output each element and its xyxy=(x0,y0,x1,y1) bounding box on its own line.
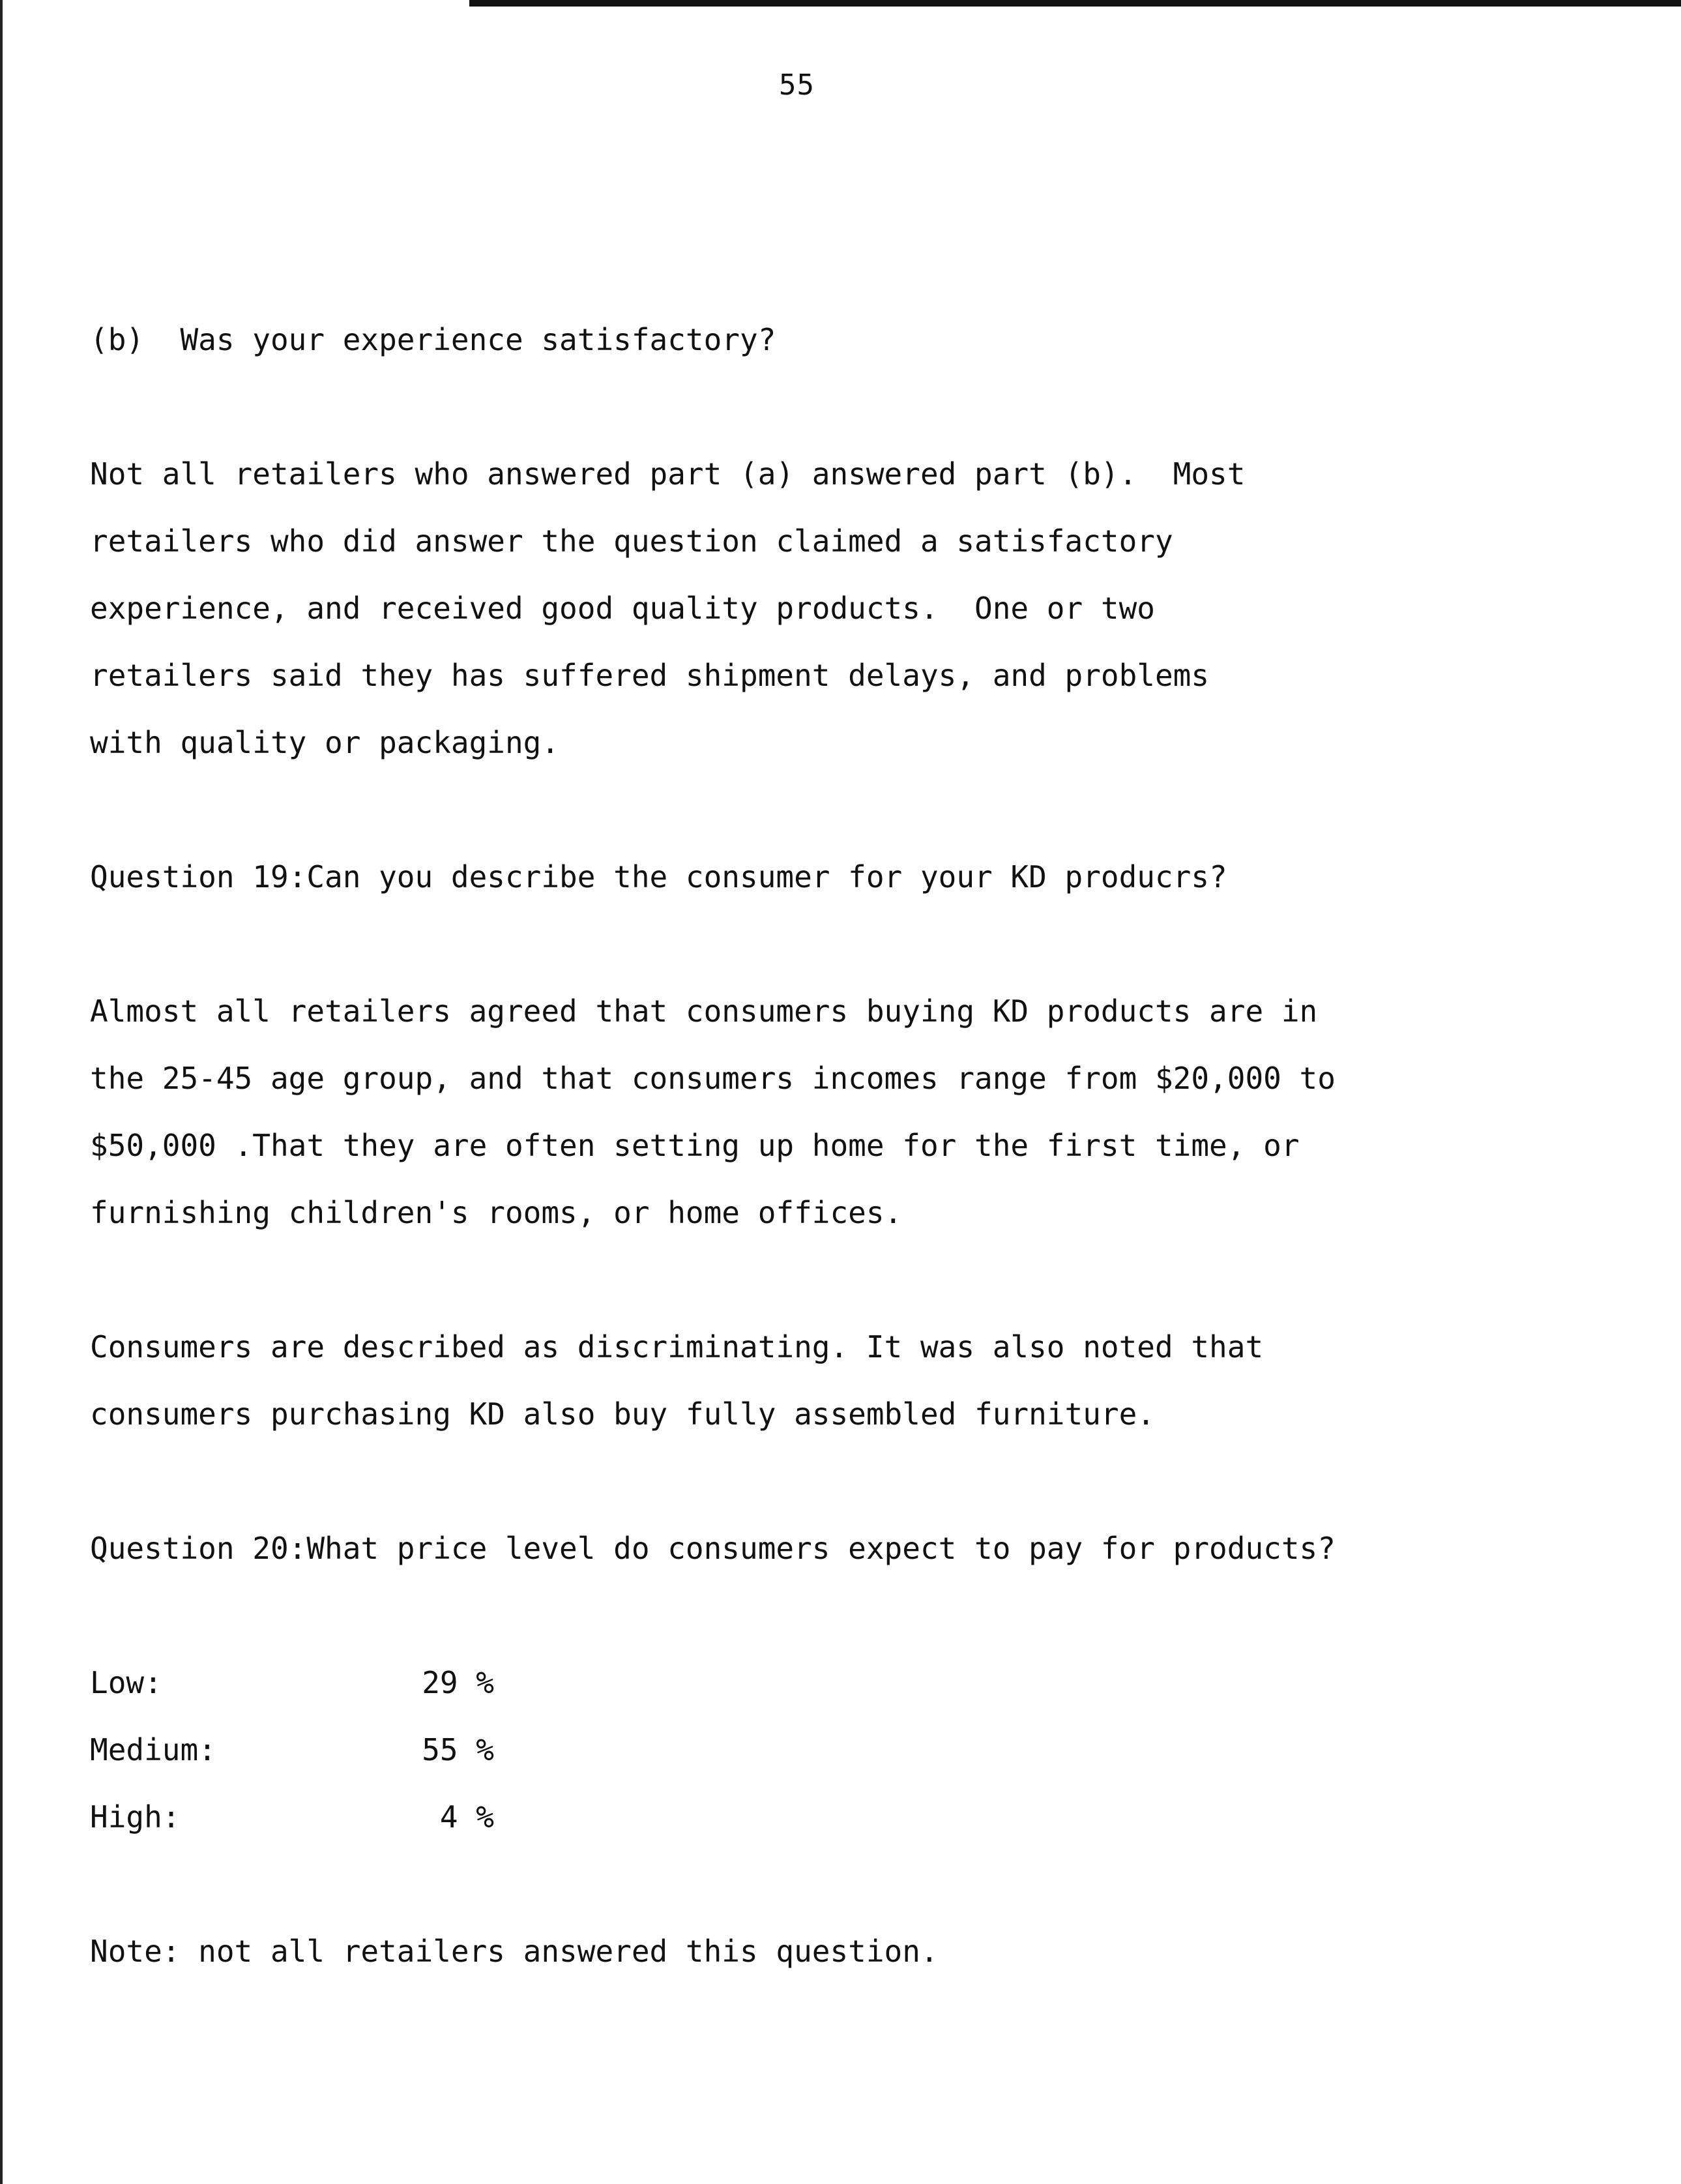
section-b-line: retailers who did answer the question claimed a satisfactory xyxy=(90,524,1173,559)
scan-top-edge xyxy=(469,0,1681,7)
section-b-heading: (b) Was your experience satisfactory? xyxy=(90,322,776,357)
question-19-para1-line: $50,000 .That they are often setting up home for the first time, or xyxy=(90,1128,1300,1163)
question-19-para2-line: consumers purchasing KD also buy fully assembled furniture. xyxy=(90,1396,1155,1432)
spacer xyxy=(90,911,1524,978)
question-19-para2-line: Consumers are described as discriminating. It was also noted that xyxy=(90,1329,1264,1365)
document-body xyxy=(90,306,1524,1985)
spacer xyxy=(90,1247,1524,1314)
price-level-value: 29 % xyxy=(422,1665,494,1700)
question-19-para1-line: Almost all retailers agreed that consumers buying KD products are in xyxy=(90,994,1318,1029)
section-b-line: retailers said they has suffered shipment delays, and problems xyxy=(90,658,1210,693)
spacer xyxy=(90,1582,1524,1649)
spacer xyxy=(90,776,1524,844)
question-19-para1-line: furnishing children's rooms, or home offices. xyxy=(90,1195,903,1230)
price-level-row xyxy=(90,1649,1524,1717)
spacer xyxy=(90,1851,1524,1918)
price-level-value: 55 % xyxy=(422,1732,494,1767)
page-number: 55 xyxy=(779,68,815,102)
question-20-heading: Question 20:What price level do consumers expect to pay for products? xyxy=(90,1531,1336,1566)
section-b-line: experience, and received good quality products. One or two xyxy=(90,591,1155,626)
price-level-row xyxy=(90,1784,1524,1851)
price-level-label: Medium: xyxy=(90,1732,216,1767)
price-level-label: High: xyxy=(90,1799,181,1835)
price-level-label: Low: xyxy=(90,1665,162,1700)
question-19-para1-line: the 25-45 age group, and that consumers incomes range from $20,000 to xyxy=(90,1061,1336,1096)
price-level-row xyxy=(90,1717,1524,1784)
question-19-heading: Question 19:Can you describe the consumer for your KD producrs? xyxy=(90,859,1227,894)
question-20-note: Note: not all retailers answered this question. xyxy=(90,1934,939,1969)
scan-left-edge xyxy=(0,0,3,2184)
section-b-line: Not all retailers who answered part (a) answered part (b). Most xyxy=(90,456,1246,492)
price-level-value: 4 % xyxy=(439,1799,494,1835)
spacer xyxy=(90,374,1524,441)
spacer xyxy=(90,1448,1524,1515)
section-b-line: with quality or packaging. xyxy=(90,725,560,760)
